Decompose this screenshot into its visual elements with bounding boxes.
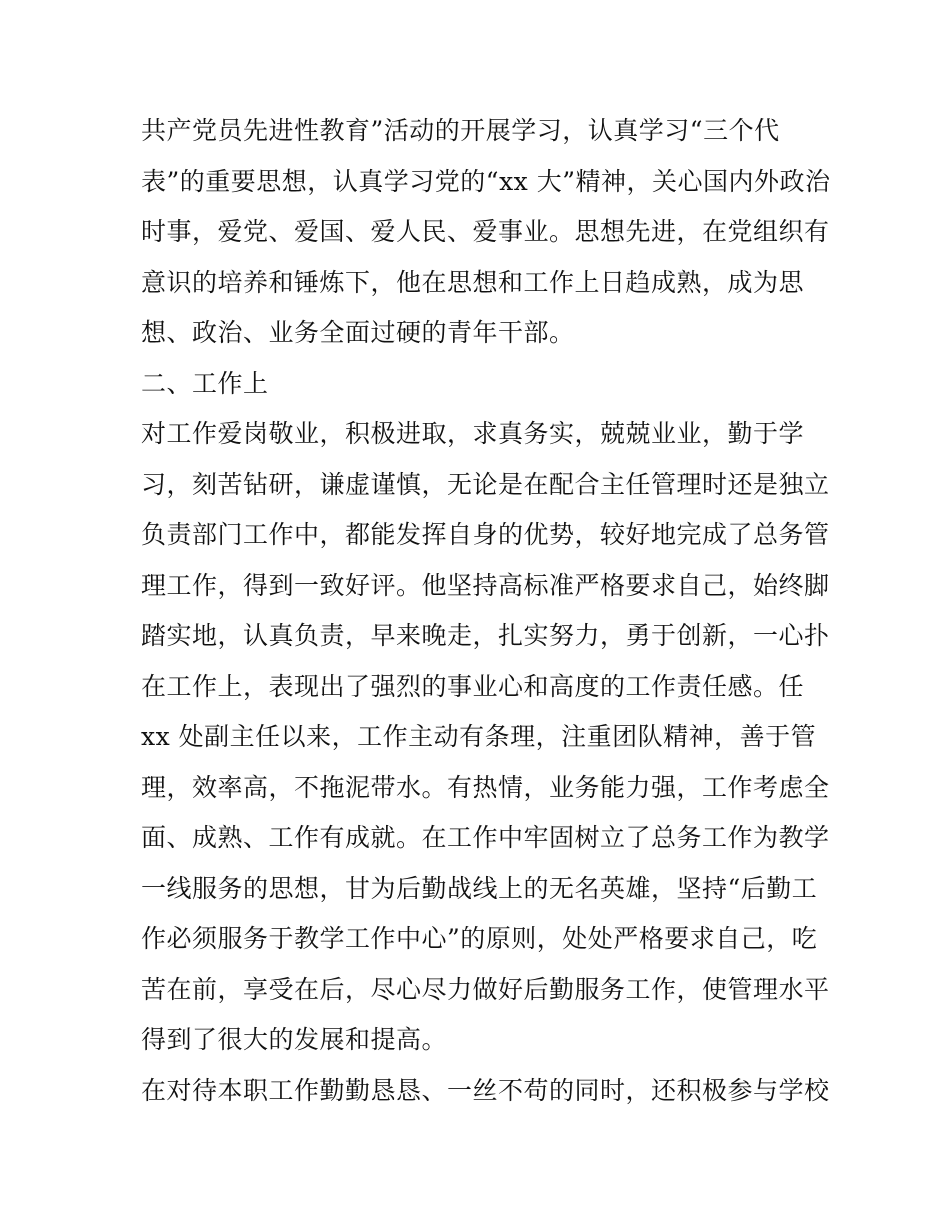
text-line: 在对待本职工作勤勤恳恳、一丝不苟的同时，还积极参与学校 xyxy=(141,1076,830,1105)
text-line: xx 处副主任以来，工作主动有条理，注重团队精神，善于管 xyxy=(141,722,817,751)
text-line: 时事，爱党、爱国、爱人民、爱事业。思想先进，在党组织有 xyxy=(141,217,830,246)
text-line: 得到了很大的发展和提高。 xyxy=(141,1025,448,1054)
text-line: 在工作上，表现出了强烈的事业心和高度的工作责任感。任 xyxy=(141,672,805,701)
text-line: 想、政治、业务全面过硬的青年干部。 xyxy=(141,318,575,347)
text-line: 理工作，得到一致好评。他坚持高标准严格要求自己，始终脚 xyxy=(141,571,830,600)
text-line: 苦在前，享受在后，尽心尽力做好后勤服务工作，使管理水平 xyxy=(141,975,830,1004)
text-line: 共产党员先进性教育”活动的开展学习，认真学习“三个代 xyxy=(141,116,780,145)
section-heading: 二、工作上 xyxy=(141,369,269,398)
text-line: 作必须服务于教学工作中心”的原则，处处严格要求自己，吃 xyxy=(141,924,818,953)
text-line: 理，效率高，不拖泥带水。有热情，业务能力强，工作考虑全 xyxy=(141,773,830,802)
text-line: 表”的重要思想，认真学习党的“xx 大”精神，关心国内外政治 xyxy=(141,167,831,196)
text-line: 意识的培养和锤炼下，他在思想和工作上日趋成熟，成为思 xyxy=(141,268,805,297)
text-line: 一线服务的思想，甘为后勤战线上的无名英雄，坚持“后勤工 xyxy=(141,874,818,903)
text-line: 面、成熟、工作有成就。在工作中牢固树立了总务工作为教学 xyxy=(141,823,830,852)
text-line: 习，刻苦钻研，谦虚谨慎，无论是在配合主任管理时还是独立 xyxy=(141,470,830,499)
text-line: 踏实地，认真负责，早来晚走，扎实努力，勇于创新，一心扑 xyxy=(141,621,830,650)
text-line: 负责部门工作中，都能发挥自身的优势，较好地完成了总务管 xyxy=(141,520,830,549)
text-line: 对工作爱岗敬业，积极进取，求真务实，兢兢业业，勤于学 xyxy=(141,419,805,448)
